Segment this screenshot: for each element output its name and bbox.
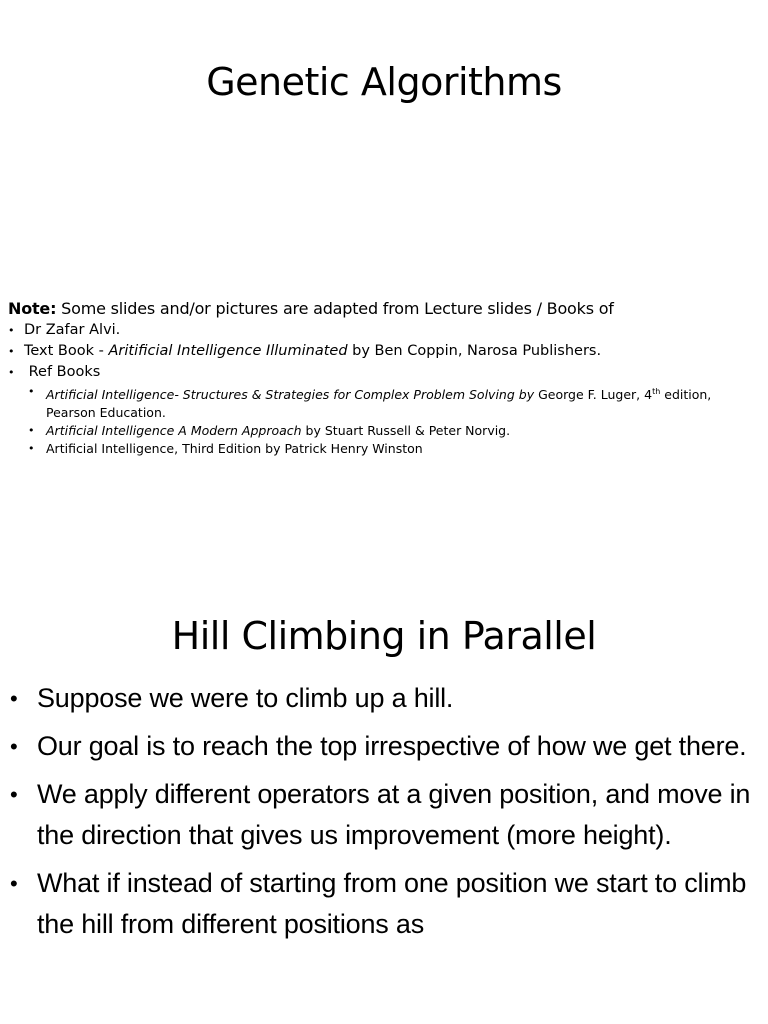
item-label: Text Book - <box>24 343 109 359</box>
slide-title: Hill Climbing in Parallel <box>171 614 597 658</box>
bullet-item <box>8 863 756 945</box>
bullet-text: Suppose we were to climb up a hill. <box>37 683 454 713</box>
slide-hill-climbing <box>0 560 768 1024</box>
ref-item <box>8 422 760 440</box>
bullet-list <box>8 678 756 952</box>
ref-author: George F. Luger, 4 <box>538 387 653 403</box>
bullet-icon: • <box>10 734 18 759</box>
ref-author: by Stuart Russell & Peter Norvig. <box>301 423 511 439</box>
item-text: Ref Books <box>24 364 101 380</box>
ref-edition: edition, Pearson Education. <box>46 387 712 421</box>
list-item <box>8 362 760 383</box>
bullet-text: Our goal is to reach the top irrespective of how we get there. <box>37 731 747 761</box>
bullet-text: We apply different operators at a given position, and move in the direction that gives us improvement (more height). <box>37 779 751 850</box>
item-book-title: Aritificial Intelligence Illuminated <box>108 343 348 359</box>
bullet-icon: • <box>10 686 18 711</box>
bullet-icon: • <box>10 782 18 807</box>
ref-book-title: Artificial Intelligence A Modern Approach <box>46 423 302 439</box>
bullet-icon: • <box>8 345 15 358</box>
slide-title: Genetic Algorithms <box>206 60 562 104</box>
ref-item <box>8 440 760 458</box>
ref-book-title: Artificial Intelligence- Structures & Strategies for Complex Problem Solving by <box>46 387 539 403</box>
bullet-text: What if instead of starting from one position we start to climb the hill from different positions as <box>37 868 747 939</box>
bullet-icon: • <box>28 424 35 438</box>
bullet-item <box>8 726 756 767</box>
bullet-item <box>8 678 756 719</box>
bullet-icon: • <box>8 366 15 379</box>
item-text: Dr Zafar Alvi. <box>24 322 121 338</box>
bullet-icon: • <box>28 385 35 398</box>
ref-sup: th <box>652 387 661 396</box>
references-note <box>8 298 760 458</box>
list-item <box>8 320 760 341</box>
note-text: Some slides and/or pictures are adapted from Lecture slides / Books of <box>56 299 614 318</box>
bullet-icon: • <box>28 442 35 456</box>
bullet-icon: • <box>8 324 15 337</box>
bullet-icon: • <box>10 871 18 896</box>
note-label: Note: <box>8 299 57 318</box>
item-text: by Ben Coppin, Narosa Publishers. <box>347 343 602 359</box>
list-item <box>8 341 760 362</box>
ref-text: Artificial Intelligence, Third Edition by Patrick Henry Winston <box>46 441 423 457</box>
ref-item <box>8 383 760 422</box>
note-line <box>8 298 760 320</box>
bullet-item <box>8 774 756 856</box>
